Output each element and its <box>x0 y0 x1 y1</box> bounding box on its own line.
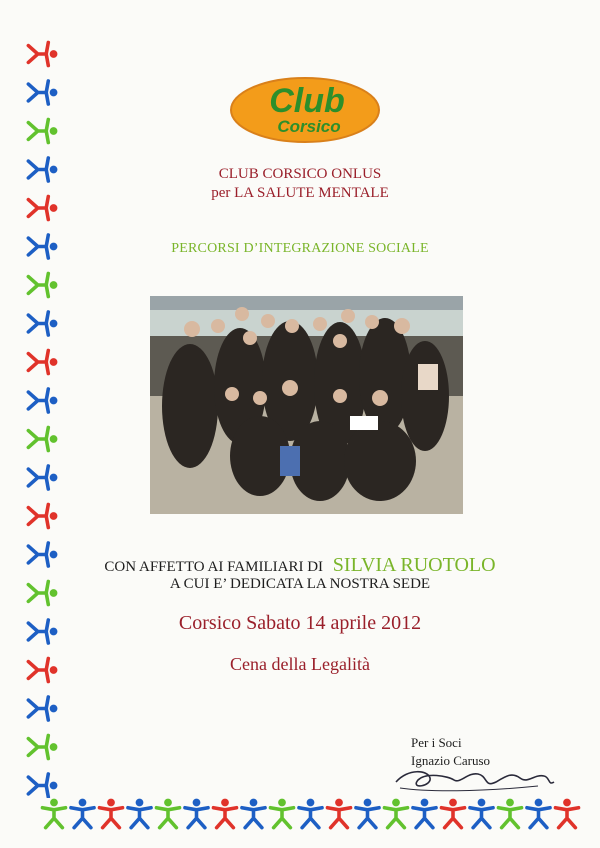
logo-line1: Club <box>269 82 345 120</box>
dedication-prefix: CON AFFETTO AI FAMILIARI DI <box>104 559 324 575</box>
event-title: Cena della Legalità <box>230 654 370 674</box>
group-photo-icon <box>150 296 463 514</box>
handwritten-signature-icon <box>388 762 558 798</box>
signature-line2: Ignazio Caruso <box>411 753 491 768</box>
header-line1: CLUB CORSICO ONLUS <box>218 166 382 182</box>
logo-line2: Corsico <box>277 117 341 136</box>
group-photo <box>150 296 463 514</box>
header-line2: per LA SALUTE MENTALE <box>211 185 389 201</box>
figures-border-left-icon <box>14 38 62 798</box>
dedication-line2: A CUI E’ DEDICATA LA NOSTRA SEDE <box>169 576 431 592</box>
club-corsico-logo <box>229 76 381 144</box>
signature-line1: Per i Soci <box>411 735 462 750</box>
dedication-line1 <box>0 554 600 577</box>
subtitle: PERCORSI D’INTEGRAZIONE SOCIALE <box>171 241 429 256</box>
dedication-name: SILVIA RUOTOLO <box>332 554 496 576</box>
event-date: Corsico Sabato 14 aprile 2012 <box>178 612 422 634</box>
